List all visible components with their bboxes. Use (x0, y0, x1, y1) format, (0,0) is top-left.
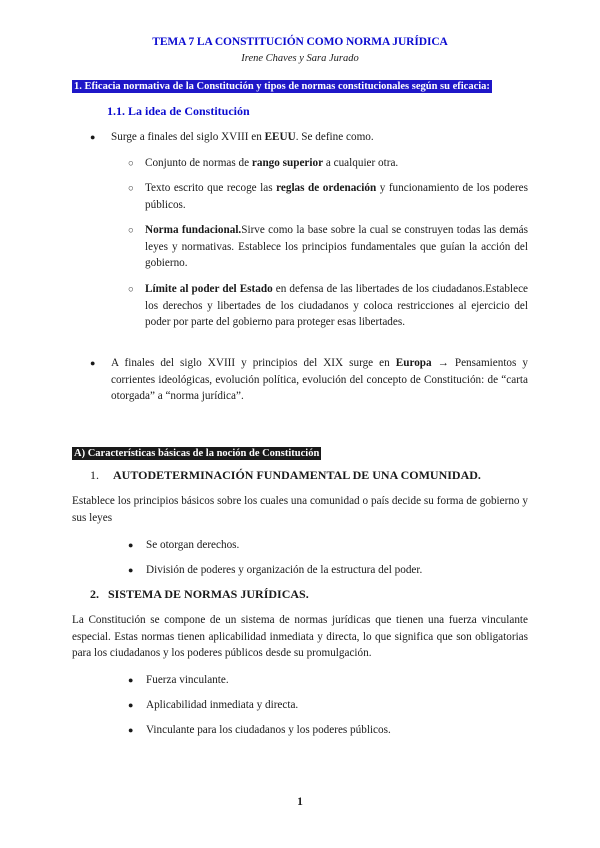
bullet-marker: ● (128, 675, 134, 685)
sub-item-text: Conjunto de normas de rango superior a cualquier otra. (145, 157, 399, 169)
circle-marker: ○ (128, 184, 134, 194)
bullet-text: Surge a finales del siglo XVIII en EEUU. Se define como. (111, 131, 374, 143)
item-2-number: 2. (90, 587, 99, 601)
bullet-marker: ● (90, 358, 96, 368)
section-a-heading (72, 443, 321, 461)
section-1-heading (72, 76, 492, 94)
section-1-heading-text: 1. Eficacia normativa de la Constitución y tipos de normas constitucionales según su eficacia: (74, 81, 490, 92)
circle-marker: ○ (128, 159, 134, 169)
bullet-text: Aplicabilidad inmediata y directa. (146, 699, 299, 711)
bullet-text: División de poderes y organización de la estructura del poder. (146, 564, 423, 576)
item-2-paragraph: La Constitución se compone de un sistema de normas jurídicas que tienen una fuerza vinculante especial. Estas normas tienen aplicabilidad inmediata y directa, lo que significa que son obligatorias para los ciudadanos y los poderes públicos desde su promulgación. (72, 614, 528, 659)
bullet-marker: ● (128, 725, 134, 735)
sub-item-text: Texto escrito que recoge las reglas de ordenación y funcionamiento de los poderes públicos. (145, 182, 528, 211)
document-title: TEMA 7 LA CONSTITUCIÓN COMO NORMA JURÍDICA (152, 36, 448, 48)
document-authors: Irene Chaves y Sara Jurado (241, 53, 359, 64)
circle-marker: ○ (128, 226, 134, 236)
bullet-text: A finales del siglo XVIII y principios del XIX surge en Europa → Pensamientos y corrientes ideológicas, evolución política, evolución del concepto de Constitución: de “carta otorgada” a “norma jurídica”. (111, 357, 528, 402)
bullet-text: Vinculante para los ciudadanos y los poderes públicos. (146, 724, 391, 736)
item-2-heading: SISTEMA DE NORMAS JURÍDICAS. (108, 587, 309, 601)
bullet-text: Se otorgan derechos. (146, 539, 240, 551)
item-1-number: 1. (90, 468, 99, 482)
subsection-1-1-heading: 1.1. La idea de Constitución (107, 104, 250, 118)
sub-item-text: Norma fundacional.Sirve como la base sobre la cual se construyen todas las demás leyes y normativas. Establece los principios fundamentales que guían la acción del gobierno. (145, 224, 528, 269)
bullet-marker: ● (128, 565, 134, 575)
page-number: 1 (297, 796, 303, 808)
item-1-paragraph: Establece los principios básicos sobre los cuales una comunidad o país decide su forma de gobierno y sus leyes (72, 495, 528, 524)
bullet-marker: ● (128, 700, 134, 710)
item-1-heading: AUTODETERMINACIÓN FUNDAMENTAL DE UNA COMUNIDAD. (113, 468, 481, 482)
bullet-text: Fuerza vinculante. (146, 674, 229, 686)
bullet-marker: ● (128, 540, 134, 550)
sub-item-text: Límite al poder del Estado en defensa de las libertades de los ciudadanos.Establece los derechos y libertades de los ciudadanos y coloca restricciones al ejercicio del poder por parte del gobierno para proteger esas libertades. (145, 283, 528, 328)
section-a-heading-text: A) Características básicas de la noción de Constitución (74, 448, 320, 459)
circle-marker: ○ (128, 285, 134, 295)
bullet-marker: ● (90, 132, 96, 142)
